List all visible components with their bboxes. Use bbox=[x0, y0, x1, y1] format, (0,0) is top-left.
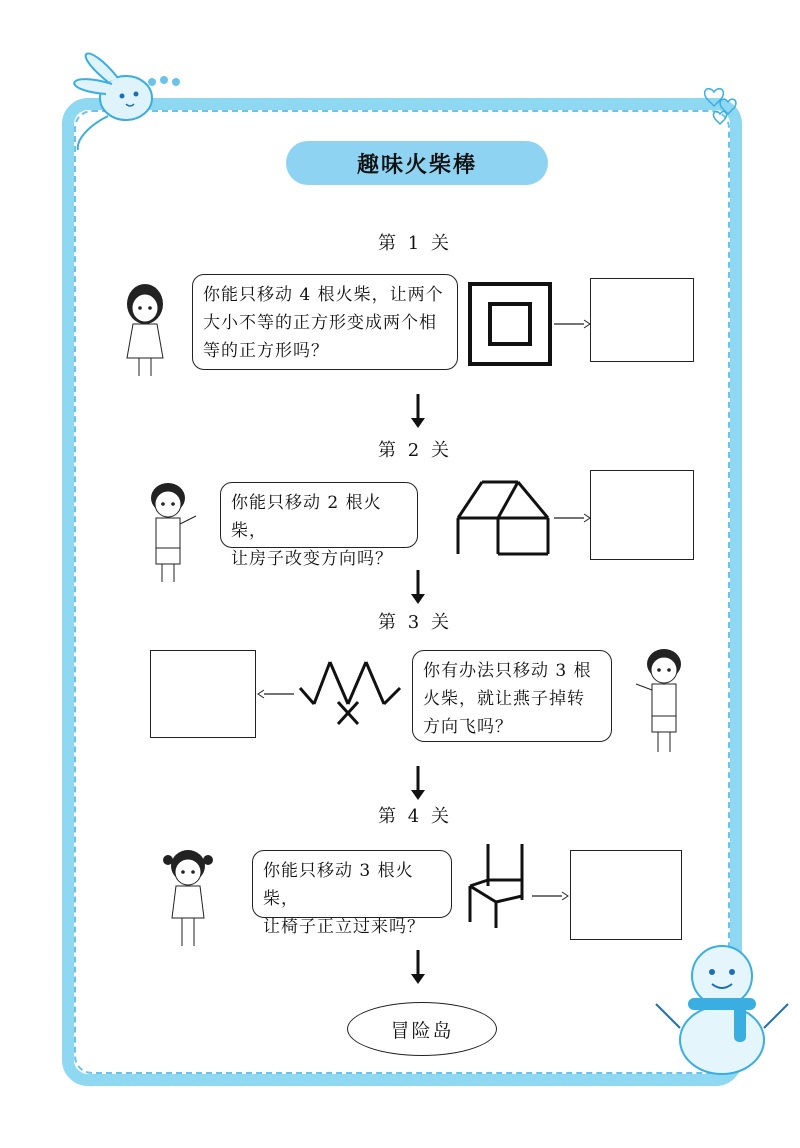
destination-island: 冒险岛 bbox=[347, 1002, 497, 1056]
level-2-matchsticks bbox=[452, 476, 552, 558]
level-3-question bbox=[412, 650, 612, 742]
question-line: 你有办法只移动 3 根 bbox=[423, 661, 592, 681]
question-line: 火柴，就让燕子掉转 bbox=[423, 689, 585, 709]
level-2-answer-box[interactable] bbox=[590, 470, 694, 560]
arrow-down-icon bbox=[408, 570, 428, 606]
rabbit-icon bbox=[48, 30, 178, 140]
level-2-question bbox=[220, 482, 418, 569]
level-4-question bbox=[252, 850, 452, 937]
arrow-right-icon bbox=[532, 890, 568, 902]
level-1-answer-box[interactable] bbox=[590, 278, 694, 362]
question-line: 让椅子正立过来吗？ bbox=[263, 917, 425, 937]
heart-icon bbox=[704, 78, 744, 128]
level-4-answer-box[interactable] bbox=[570, 850, 682, 940]
snowman-icon bbox=[652, 932, 792, 1072]
level-3-answer-box[interactable] bbox=[150, 650, 256, 738]
level-1-label: 第 1 关 bbox=[378, 233, 452, 254]
arrow-down-icon bbox=[408, 394, 428, 430]
question-line: 你能只移动 2 根火柴， bbox=[231, 493, 382, 541]
question-line: 你能只移动 3 根火柴， bbox=[263, 861, 414, 909]
arrow-right-icon bbox=[554, 318, 590, 330]
page-title: 趣味火柴棒 bbox=[286, 141, 548, 185]
level-4-label: 第 4 关 bbox=[378, 806, 452, 827]
level-3-label: 第 3 关 bbox=[378, 612, 452, 633]
arrow-right-icon bbox=[554, 512, 590, 524]
boy-icon bbox=[140, 480, 200, 586]
level-3-matchsticks bbox=[296, 652, 406, 732]
question-line: 你能只移动 4 根火柴，让两个 bbox=[203, 285, 444, 305]
level-4-matchsticks bbox=[466, 840, 530, 932]
girl-icon bbox=[158, 846, 218, 952]
arrow-down-icon bbox=[408, 950, 428, 986]
arrow-down-icon bbox=[408, 766, 428, 802]
question-line: 让房子改变方向吗？ bbox=[231, 549, 393, 569]
level-1-matchsticks bbox=[466, 280, 556, 368]
question-line: 等的正方形吗？ bbox=[203, 341, 329, 361]
girl-icon bbox=[115, 280, 175, 380]
boy-icon bbox=[632, 646, 692, 756]
level-2-label: 第 2 关 bbox=[378, 440, 452, 461]
question-line: 大小不等的正方形变成两个相 bbox=[203, 313, 437, 333]
arrow-left-icon bbox=[258, 688, 294, 700]
level-1-question bbox=[192, 274, 458, 370]
question-line: 方向飞吗？ bbox=[423, 717, 513, 737]
